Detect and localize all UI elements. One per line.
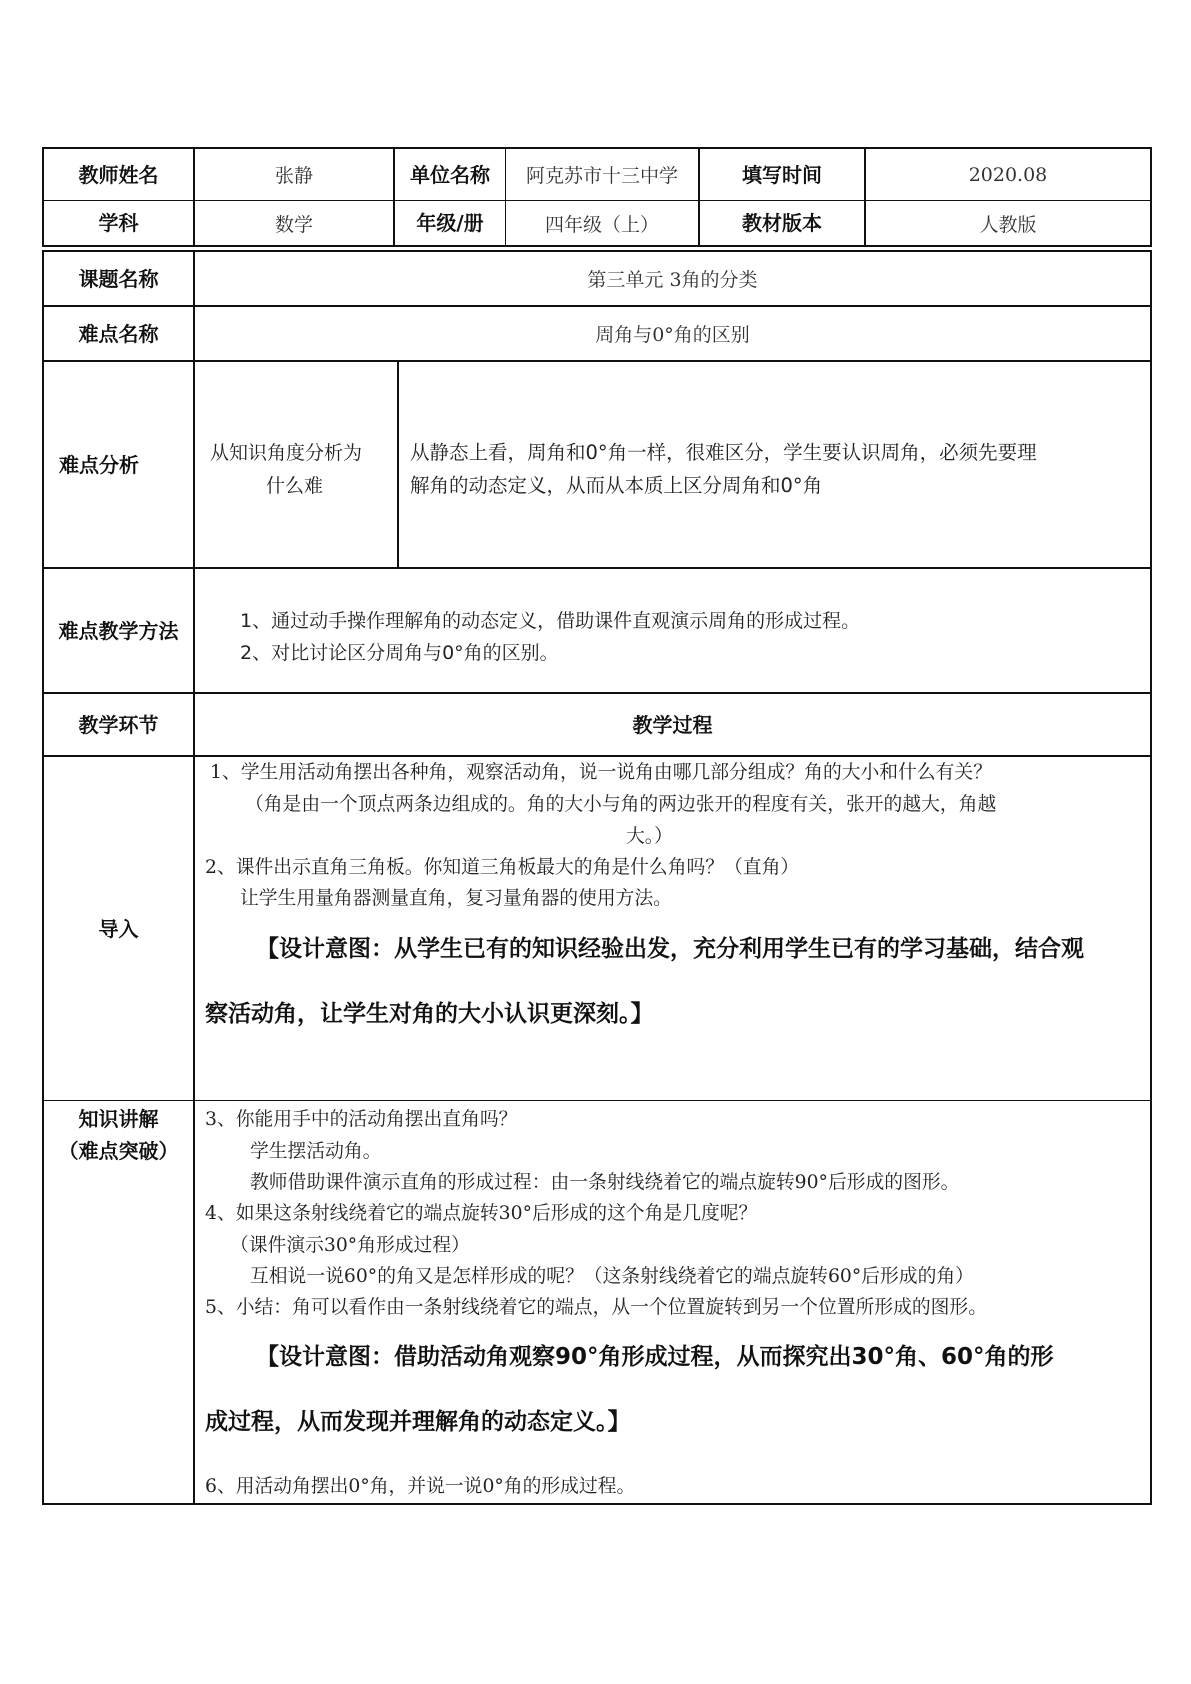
grade-label: 年级/册 — [416, 211, 484, 235]
intro-line: 1、学生用活动角摆出各种角，观察活动角，说一说角由哪几部分组成？角的大小和什么有关？ — [210, 762, 992, 783]
edition-value: 人教版 — [979, 213, 1037, 236]
subject-value: 数学 — [274, 213, 313, 236]
fill-date-label: 填写时间 — [742, 162, 822, 187]
analysis-label: 难点分析 — [59, 452, 139, 477]
knowledge-line: 互相说一说60°的角又是怎样形成的呢？（这条射线绕着它的端点旋转60°后形成的角） — [250, 1266, 974, 1287]
intro-design-intent: 察活动角，让学生对角的大小认识更深刻。】 — [205, 1001, 654, 1027]
process-header: 教学过程 — [632, 712, 713, 737]
analysis-sub-label: 从知识角度分析为 — [210, 442, 363, 464]
intro-line: 让学生用量角器测量直角，复习量角器的使用方法。 — [240, 888, 672, 909]
label-column-divider — [193, 250, 195, 1505]
knowledge-line: 教师借助课件演示直角的形成过程：由一条射线绕着它的端点旋转90°后形成的图形。 — [250, 1172, 960, 1193]
knowledge-line: 5、小结：角可以看作由一条射线绕着它的端点，从一个位置旋转到另一个位置所形成的图形。 — [205, 1297, 987, 1318]
method-line: 2、对比讨论区分周角与0°角的区别。 — [240, 642, 559, 664]
unit-name-label: 单位名称 — [410, 162, 490, 187]
difficulty-value: 周角与0°角的区别 — [595, 324, 750, 346]
analysis-sub-label: 什么难 — [266, 475, 324, 497]
knowledge-design-intent: 【设计意图：借助活动角观察90°角形成过程，从而探究出30°角、60°角的形 — [256, 1344, 1054, 1370]
method-line: 1、通过动手操作理解角的动态定义，借助课件直观演示周角的形成过程。 — [240, 610, 861, 632]
edition-label: 教材版本 — [742, 211, 822, 235]
unit-name-value: 阿克苏市十三中学 — [525, 165, 678, 187]
knowledge-line: （课件演示30°角形成过程） — [230, 1235, 470, 1256]
knowledge-line: 3、你能用手中的活动角摆出直角吗？ — [205, 1109, 518, 1130]
intro-line: 2、课件出示直角三角板。你知道三角板最大的角是什么角吗？（直角） — [205, 857, 800, 878]
method-label: 难点教学方法 — [58, 618, 179, 643]
teacher-name-value: 张静 — [274, 165, 313, 187]
intro-line: 大。） — [626, 826, 673, 847]
subject-label: 学科 — [98, 211, 139, 235]
knowledge-sub-label: （难点突破） — [58, 1139, 179, 1163]
topic-label: 课题名称 — [78, 266, 159, 291]
topic-value: 第三单元 3角的分类 — [587, 269, 758, 291]
difficulty-label: 难点名称 — [78, 321, 159, 346]
knowledge-line: 4、如果这条射线绕着它的端点旋转30°后形成的这个角是几度呢？ — [205, 1203, 758, 1224]
row-divider — [42, 1100, 1152, 1101]
row-divider — [42, 360, 1152, 362]
stage-header: 教学环节 — [78, 712, 159, 737]
intro-design-intent: 【设计意图：从学生已有的知识经验出发，充分利用学生已有的学习基础，结合观 — [256, 936, 1084, 962]
knowledge-line: 6、用活动角摆出0°角，并说一说0°角的形成过程。 — [205, 1476, 636, 1497]
fill-date-value: 2020.08 — [968, 163, 1048, 186]
intro-label: 导入 — [98, 916, 139, 941]
row-divider — [42, 567, 1152, 569]
analysis-text: 解角的动态定义，从而从本质上区分周角和0°角 — [410, 474, 823, 497]
teacher-name-label: 教师姓名 — [78, 162, 159, 187]
analysis-subdivider — [397, 360, 399, 567]
intro-line: （角是由一个顶点两条边组成的。角的大小与角的两边张开的程度有关，张开的越大，角越 — [245, 794, 997, 815]
knowledge-line: 学生摆活动角。 — [250, 1141, 382, 1162]
knowledge-label: 知识讲解 — [78, 1107, 159, 1131]
knowledge-design-intent: 成过程，从而发现并理解角的动态定义。】 — [205, 1409, 631, 1435]
analysis-text: 从静态上看，周角和0°角一样，很难区分，学生要认识周角，必须先要理 — [410, 441, 1037, 464]
grade-value: 四年级（上） — [544, 213, 659, 236]
